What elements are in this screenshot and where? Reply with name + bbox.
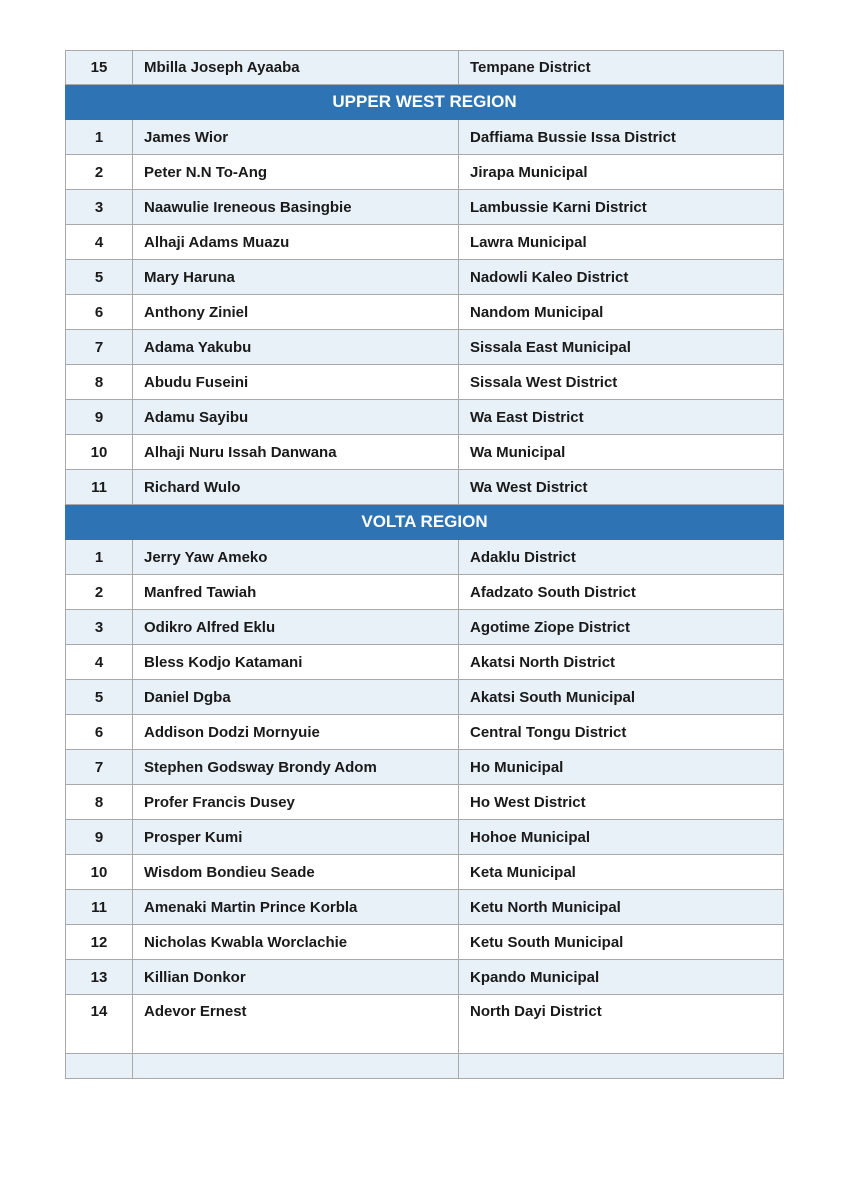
appointee-name: Wisdom Bondieu Seade	[133, 855, 459, 890]
appointee-name: Nicholas Kwabla Worclachie	[133, 925, 459, 960]
empty-cell	[133, 1054, 459, 1079]
row-number: 11	[66, 890, 133, 925]
table-row	[66, 540, 784, 575]
appointee-name: Daniel Dgba	[133, 680, 459, 715]
row-number: 13	[66, 960, 133, 995]
district-name: Akatsi South Municipal	[459, 680, 784, 715]
district-name: Agotime Ziope District	[459, 610, 784, 645]
table-row	[66, 365, 784, 400]
appointee-name: Naawulie Ireneous Basingbie	[133, 190, 459, 225]
empty-row	[66, 1054, 784, 1079]
row-number: 8	[66, 785, 133, 820]
row-number: 15	[66, 51, 133, 85]
table-row	[66, 995, 784, 1054]
table-row	[66, 925, 784, 960]
row-number: 7	[66, 750, 133, 785]
table-row	[66, 295, 784, 330]
row-number: 1	[66, 120, 133, 155]
row-number: 3	[66, 190, 133, 225]
row-number: 14	[66, 995, 133, 1054]
table-row	[66, 435, 784, 470]
region-header-volta	[66, 505, 784, 540]
appointee-name: Amenaki Martin Prince Korbla	[133, 890, 459, 925]
appointee-name: Mbilla Joseph Ayaaba	[133, 51, 459, 85]
appointee-name: Adamu Sayibu	[133, 400, 459, 435]
district-name: Tempane District	[459, 51, 784, 85]
district-name: Central Tongu District	[459, 715, 784, 750]
row-number: 10	[66, 435, 133, 470]
appointee-name: Bless Kodjo Katamani	[133, 645, 459, 680]
table-row	[66, 51, 784, 85]
row-number: 3	[66, 610, 133, 645]
district-name: Hohoe Municipal	[459, 820, 784, 855]
row-number: 7	[66, 330, 133, 365]
appointee-name: Anthony Ziniel	[133, 295, 459, 330]
appointees-table	[65, 50, 784, 1079]
district-name: Afadzato South District	[459, 575, 784, 610]
region-title: UPPER WEST REGION	[66, 85, 784, 120]
table-row	[66, 785, 784, 820]
empty-cell	[459, 1054, 784, 1079]
appointee-name: Mary Haruna	[133, 260, 459, 295]
row-number: 12	[66, 925, 133, 960]
district-name: Wa Municipal	[459, 435, 784, 470]
table-row	[66, 120, 784, 155]
district-name: Sissala East Municipal	[459, 330, 784, 365]
table-row	[66, 890, 784, 925]
appointee-name: Stephen Godsway Brondy Adom	[133, 750, 459, 785]
row-number: 4	[66, 225, 133, 260]
appointee-name: Manfred Tawiah	[133, 575, 459, 610]
row-number: 6	[66, 295, 133, 330]
appointee-name: Odikro Alfred Eklu	[133, 610, 459, 645]
table-row	[66, 750, 784, 785]
appointee-name: James Wior	[133, 120, 459, 155]
appointee-name: Addison Dodzi Mornyuie	[133, 715, 459, 750]
appointee-name: Prosper Kumi	[133, 820, 459, 855]
district-name: Ho Municipal	[459, 750, 784, 785]
appointee-name: Peter N.N To-Ang	[133, 155, 459, 190]
row-number: 6	[66, 715, 133, 750]
appointee-name: Jerry Yaw Ameko	[133, 540, 459, 575]
table-row	[66, 470, 784, 505]
table-row	[66, 645, 784, 680]
table-row	[66, 855, 784, 890]
district-name: Nandom Municipal	[459, 295, 784, 330]
row-number: 8	[66, 365, 133, 400]
row-number: 2	[66, 575, 133, 610]
district-name: Lawra Municipal	[459, 225, 784, 260]
district-name: Jirapa Municipal	[459, 155, 784, 190]
row-number: 5	[66, 680, 133, 715]
appointee-name: Abudu Fuseini	[133, 365, 459, 400]
district-name: Kpando Municipal	[459, 960, 784, 995]
district-name: Ho West District	[459, 785, 784, 820]
district-name: Sissala West District	[459, 365, 784, 400]
table-row	[66, 960, 784, 995]
row-number: 9	[66, 820, 133, 855]
district-name: Nadowli Kaleo District	[459, 260, 784, 295]
district-name: Keta Municipal	[459, 855, 784, 890]
region-title: VOLTA REGION	[66, 505, 784, 540]
table-row	[66, 680, 784, 715]
table-row	[66, 155, 784, 190]
row-number: 2	[66, 155, 133, 190]
row-number: 10	[66, 855, 133, 890]
district-name: North Dayi District	[459, 995, 784, 1054]
district-name: Lambussie Karni District	[459, 190, 784, 225]
district-name: Akatsi North District	[459, 645, 784, 680]
row-number: 4	[66, 645, 133, 680]
table-row	[66, 820, 784, 855]
table-row	[66, 400, 784, 435]
district-name: Ketu North Municipal	[459, 890, 784, 925]
district-name: Wa West District	[459, 470, 784, 505]
district-name: Ketu South Municipal	[459, 925, 784, 960]
row-number: 5	[66, 260, 133, 295]
table-row	[66, 190, 784, 225]
table-row	[66, 225, 784, 260]
appointee-name: Alhaji Nuru Issah Danwana	[133, 435, 459, 470]
table-row	[66, 330, 784, 365]
appointee-name: Adevor Ernest	[133, 995, 459, 1054]
row-number: 9	[66, 400, 133, 435]
region-header-upper-west	[66, 85, 784, 120]
table-row	[66, 715, 784, 750]
appointee-name: Alhaji Adams Muazu	[133, 225, 459, 260]
appointee-name: Richard Wulo	[133, 470, 459, 505]
appointee-name: Profer Francis Dusey	[133, 785, 459, 820]
district-name: Wa East District	[459, 400, 784, 435]
row-number: 1	[66, 540, 133, 575]
table-row	[66, 610, 784, 645]
appointee-name: Killian Donkor	[133, 960, 459, 995]
row-number: 11	[66, 470, 133, 505]
district-name: Daffiama Bussie Issa District	[459, 120, 784, 155]
district-name: Adaklu District	[459, 540, 784, 575]
table-row	[66, 260, 784, 295]
appointee-name: Adama Yakubu	[133, 330, 459, 365]
empty-cell	[66, 1054, 133, 1079]
table-row	[66, 575, 784, 610]
